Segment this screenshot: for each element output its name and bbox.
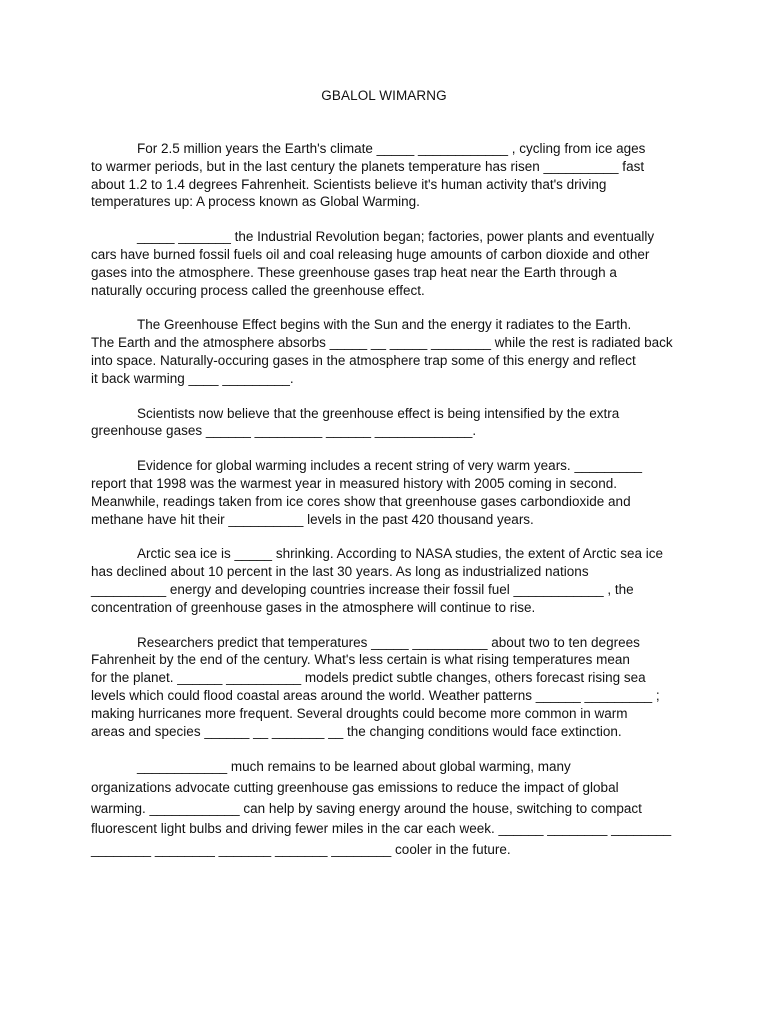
text-line: The Earth and the atmosphere absorbs _____ __ _____ ________ while the rest is radiated back [91, 335, 673, 351]
text-line: For 2.5 million years the Earth's climate _____ ____________ , cycling from ice ages [137, 141, 646, 156]
text-line: has declined about 10 percent in the last 30 years. As long as industrialized nations [91, 564, 589, 580]
text-line: Arctic sea ice is _____ shrinking. According to NASA studies, the extent of Arctic sea ice [137, 546, 664, 562]
text-line: to warmer periods, but in the last century the planets temperature has risen __________ fast [91, 158, 645, 174]
document-body [91, 140, 681, 877]
paragraph-industrial-revolution [91, 228, 681, 299]
text-line: naturally occuring process called the greenhouse effect. [91, 282, 425, 298]
text-line: for the planet. ______ __________ models predict subtle changes, others forecast rising sea [91, 670, 646, 686]
text-line: into space. Naturally-occuring gases in the atmosphere trap some of this energy and reflect [91, 352, 636, 368]
text-line: Evidence for global warming includes a recent string of very warm years. _________ [137, 458, 643, 474]
text-line: Researchers predict that temperatures _____ __________ about two to ten degrees [137, 634, 640, 650]
text-line: methane have hit their __________ levels in the past 420 thousand years. [91, 511, 534, 527]
paragraph-predictions [91, 634, 681, 741]
text-line: Meanwhile, readings taken from ice cores show that greenhouse gases carbondioxide and [91, 493, 631, 509]
paragraph-greenhouse-effect [91, 316, 681, 387]
text-line: report that 1998 was the warmest year in measured history with 2005 coming in second. [91, 475, 618, 491]
text-line: ____________ much remains to be learned about global warming, many [137, 759, 571, 775]
text-line: ________ ________ _______ _______ ________ cooler in the future. [91, 841, 511, 857]
text-line: levels which could flood coastal areas around the world. Weather patterns ______ _________ ; [91, 687, 660, 703]
text-line: making hurricanes more frequent. Several droughts could become more common in warm [91, 705, 628, 721]
paragraph-climate-history [91, 140, 681, 211]
text-line: fluorescent light bulbs and driving fewer miles in the car each week. ______ ________ ________ [91, 821, 672, 837]
text-line: gases into the atmosphere. These greenhouse gases trap heat near the Earth through a [91, 264, 617, 280]
paragraph-arctic-ice [91, 545, 681, 616]
text-line: Fahrenheit by the end of the century. What's less certain is what rising temperatures mean [91, 652, 630, 668]
text-line: cars have burned fossil fuels oil and coal releasing huge amounts of carbon dioxide and other [91, 246, 650, 262]
text-line: Scientists now believe that the greenhouse effect is being intensified by the extra [137, 405, 620, 421]
paragraph-intensified-effect [91, 405, 681, 441]
text-line: The Greenhouse Effect begins with the Sun and the energy it radiates to the Earth. [137, 317, 632, 333]
text-line: temperatures up: A process known as Global Warming. [91, 194, 420, 210]
document-title: GBALOL WIMARNG [321, 88, 447, 103]
text-line: organizations advocate cutting greenhouse gas emissions to reduce the impact of global [91, 779, 619, 795]
text-line: concentration of greenhouse gases in the atmosphere will continue to rise. [91, 599, 536, 615]
paragraph-evidence [91, 457, 681, 528]
text-line: greenhouse gases ______ _________ ______ _____________. [91, 423, 477, 439]
text-line: it back warming ____ _________. [91, 370, 294, 386]
text-line: areas and species ______ __ _______ __ the changing conditions would face extinction. [91, 723, 622, 739]
text-line: about 1.2 to 1.4 degrees Fahrenheit. Scientists believe it's human activity that's driving [91, 176, 607, 192]
text-line: _____ _______ the Industrial Revolution began; factories, power plants and eventually [137, 229, 655, 245]
text-line: __________ energy and developing countries increase their fossil fuel ____________ , the [91, 581, 634, 597]
paragraph-action [91, 757, 681, 860]
text-line: warming. ____________ can help by saving energy around the house, switching to compact [91, 800, 642, 816]
